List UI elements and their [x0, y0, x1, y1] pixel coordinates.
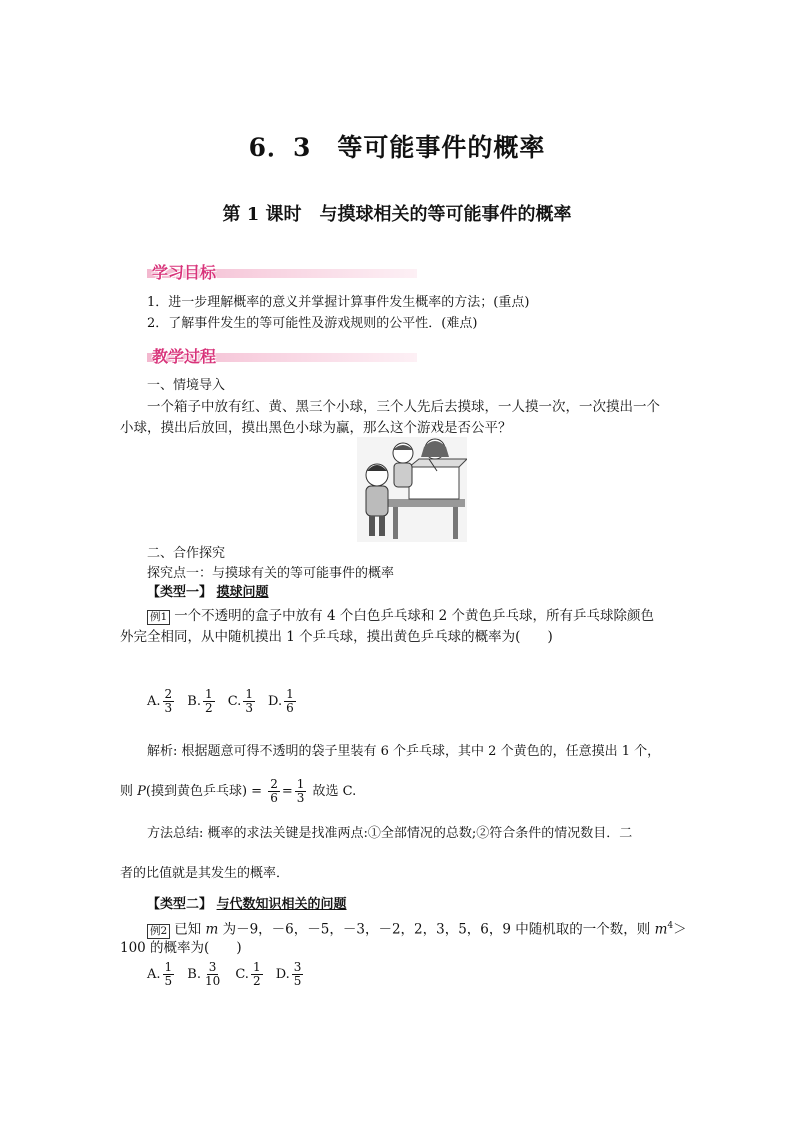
example1-tag: 例1 [147, 610, 170, 625]
example1-line2: 外完全相同，从中随机摸出 1 个乒乓球，摸出黄色乒乓球的概率为( ) [120, 629, 553, 645]
section1-text-line2: 小球，摸出后放回，摸出黑色小球为赢，那么这个游戏是否公平？ [120, 420, 512, 436]
type2-title: 与代数知识相关的问题 [216, 897, 347, 912]
option-d: D. $\frac{3}{5}$ [275, 960, 302, 988]
analysis-line1: 解析: 根据题意可得不透明的袋子里装有 6 个乒乓球，其中 2 个黄色的，任意摸出 1 个， [147, 744, 661, 759]
option-c: C. $\frac{1}{3}$ [227, 687, 253, 715]
example1-text: 一个不透明的盒子中放有 4 个白色乒乓球和 2 个黄色乒乓球，所有乒乓球除颜色 [174, 608, 655, 624]
type2-heading [147, 897, 347, 913]
objectives-banner [147, 260, 417, 282]
objective-item-1: 1．进一步理解概率的意义并掌握计算事件发生概率的方法；(重点) [147, 295, 530, 310]
classroom-illustration [357, 437, 467, 542]
example2-options [147, 961, 311, 988]
method-summary-line1: 方法总结: 概率的求法关键是找准两点:①全部情况的总数;②符合条件的情况数目．二 [147, 826, 633, 841]
option-b: B. $\frac{3}{10}$ [187, 960, 221, 988]
objective-item-2: 2．了解事件发生的等可能性及游戏规则的公平性．(难点) [147, 316, 478, 331]
process-banner [147, 344, 417, 366]
example1-line1 [147, 607, 654, 625]
option-d: D. $\frac{1}{6}$ [268, 687, 294, 715]
option-c: C. $\frac{1}{2}$ [235, 960, 261, 988]
option-a: A. $\frac{1}{5}$ [147, 960, 173, 988]
process-banner-label: 教学过程 [152, 347, 217, 366]
example1-options [147, 688, 304, 715]
example2-line1: 例2 已知 m 为－9，－6，－5，－3，－2，2，3，5，6，9 中随机取的一个数，则 $m^4>$ [147, 917, 687, 939]
section2-title: 二、合作探究 [147, 546, 226, 561]
example2-tag: 例2 [147, 924, 170, 939]
analysis-line2: 则 P(摸到黄色乒乓球) = $\frac{2}{6}$ = $\frac{1}{3}$ 故选 C. [120, 777, 357, 805]
type1-label: 【类型一】 [147, 585, 213, 600]
page-title: 6．3 等可能事件的概率 [248, 133, 546, 162]
section1-title: 一、情境导入 [147, 378, 226, 393]
lesson-subtitle: 第 1 课时 与摸球相关的等可能事件的概率 [222, 204, 572, 225]
type1-title: 摸球问题 [216, 585, 269, 600]
method-summary-line2: 者的比值就是其发生的概率． [120, 866, 290, 881]
type1-heading [147, 585, 269, 601]
type2-label: 【类型二】 [147, 897, 213, 912]
option-b: B. $\frac{1}{2}$ [187, 687, 213, 715]
explore-point-1: 探究点一：与摸球有关的等可能事件的概率 [147, 566, 395, 581]
section1-text-line1: 一个箱子中放有红、黄、黑三个小球，三个人先后去摸球，一人摸一次，一次摸出一个 [147, 399, 660, 415]
option-a: A. $\frac{2}{3}$ [147, 687, 173, 715]
objectives-banner-label: 学习目标 [152, 263, 217, 282]
example2-line2: 100 的概率为( ) [120, 940, 242, 956]
